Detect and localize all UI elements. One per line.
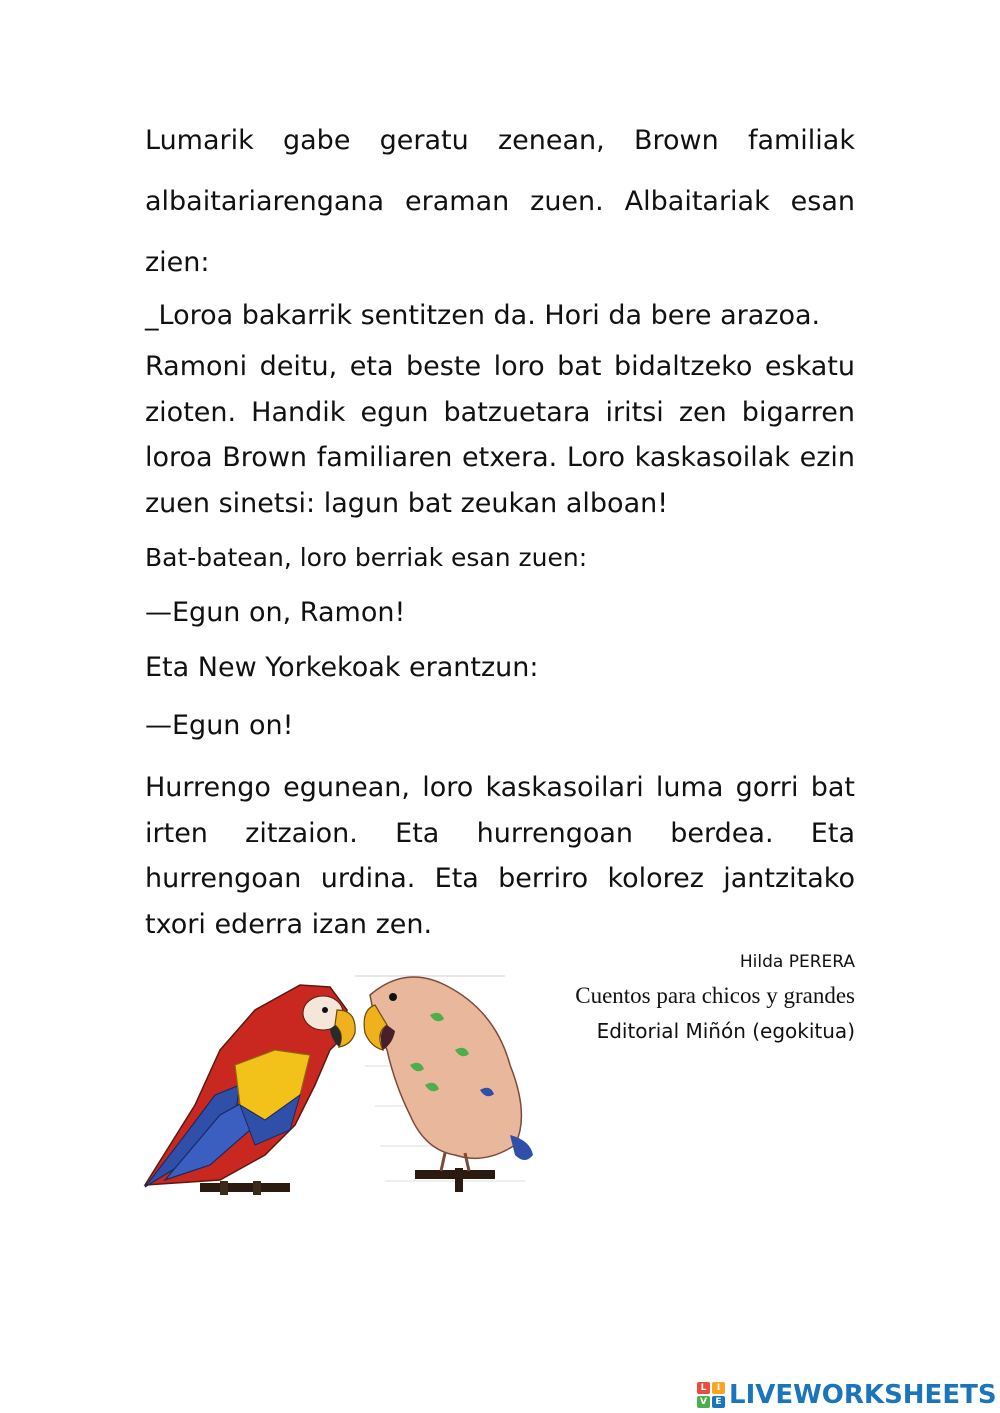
paragraph-vet-quote: _Loroa bakarrik sentitzen da. Hori da bere arazoa. [145, 300, 821, 331]
logo-tile-v: V [697, 1396, 710, 1408]
paragraph-feathers-return: Hurrengo egunean, loro kaskasoilari luma gorri bat irten zitzaion. Eta hurrengoan berdea. Eta hurrengoan urdina. Eta berriro kolorez jantzitako txori ederra izan zen. [145, 772, 855, 940]
line-new-yorker-answer: Eta New Yorkekoak erantzun: [145, 652, 539, 683]
line-sudden: Bat-batean, loro berriak esan zuen: [145, 543, 588, 572]
logo-tile-e: E [712, 1396, 725, 1408]
liveworksheets-brand-text: LIVEWORKSHEETS [729, 1380, 997, 1410]
credit-editorial: Editorial Miñón (egokitua) [596, 1019, 855, 1043]
paragraph-second-parrot: Ramoni deitu, eta beste loro bat bidaltzeko eskatu zioten. Handik egun batzuetara iritsi zen bigarren loroa Brown familiaren etxera. Loro kaskasoilak ezin zuen sinetsi: lagun bat zeukan alboan! [145, 351, 855, 519]
logo-tile-l: L [697, 1382, 710, 1394]
credit-author: Hilda PERERA [739, 952, 855, 972]
line-greeting-ramon: —Egun on, Ramon! [145, 597, 406, 628]
bald-parrot-icon [364, 977, 533, 1192]
logo-tile-i: I [712, 1382, 725, 1394]
line-greeting-reply: —Egun on! [145, 710, 294, 741]
two-parrots-illustration [125, 955, 545, 1205]
liveworksheets-logo-icon [697, 1382, 725, 1408]
credit-book-title: Cuentos para chicos y grandes [575, 983, 855, 1008]
paragraph-vet-visit: Lumarik gabe geratu zenean, Brown familiak albaitariarengana eraman zuen. Albaitariak esan zien: [145, 125, 855, 278]
macaw-icon [145, 985, 355, 1195]
liveworksheets-watermark [697, 1380, 997, 1410]
